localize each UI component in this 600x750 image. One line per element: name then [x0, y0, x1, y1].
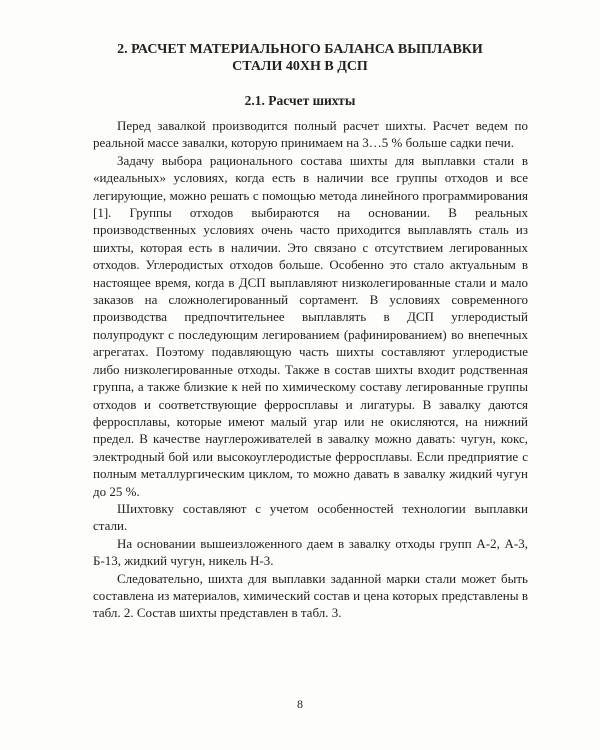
body-text: [93, 117, 528, 622]
chapter-heading: [100, 41, 500, 75]
paragraph-5: Следовательно, шихта для выплавки заданной марки стали может быть составлена из материалов, химический состав и цена которых представлены в табл. 2. Состав шихты представлен в табл. 3.: [93, 570, 528, 621]
chapter-heading-line-1: 2. РАСЧЕТ МАТЕРИАЛЬНОГО БАЛАНСА ВЫПЛАВКИ: [117, 42, 483, 57]
section-heading: 2.1. Расчет шихты: [244, 93, 356, 108]
paragraph-1: Перед завалкой производится полный расчет шихты. Расчет ведем по реальной массе завалки, которую принимаем на 3…5 % больше садки печи.: [93, 118, 528, 151]
paragraph-2: Задачу выбора рационального состава шихты для выплавки стали в «идеальных» условиях, когда есть в наличии все группы отходов и все легирующие, можно решать с помощью метода линейного программирования [1]. Группы отходов выбираются на основании. В реальных производственных условиях очень часто приходится выплавлять сталь из шихты, которая есть в наличии. Это связано с отсутствием легированных отходов. Углеродистых отходов больше. Особенно это стало актуальным в настоящее время, когда в ДСП выплавляют низколегированные стали и мало заказов на сложнолегированный сортамент. В условиях современного производства предпочтительнее выплавлять в ДСП углеродистый полупродукт с последующим легированием (рафинированием) во внепечных агрегатах. Поэтому подавляющую часть шихты составляют углеродистые либо низколегированные отходы. Также в состав шихты входит родственная группа, а также близкие к ней по химическому составу легированные группы отходов и соответствующие ферросплавы и лигатуры. В завалку даются ферросплавы, которые имеют малый угар или не окисляются, на нижний предел. В качестве науглероживателей в завалку можно давать: чугун, кокс, электродный бой или высокоуглеродистые ферросплавы. Если предприятие с полным металлургическим циклом, то можно давать в завалку жидкий чугун до 25 %.: [93, 152, 528, 499]
chapter-heading-line-2: СТАЛИ 40ХН В ДСП: [232, 59, 368, 74]
paragraph-4: На основании вышеизложенного даем в завалку отходы групп А-2, А-3, Б-13, жидкий чугун, никель Н-3.: [93, 535, 528, 569]
page-number: 8: [297, 697, 303, 711]
paragraph-3: Шихтовку составляют с учетом особенностей технологии выплавки стали.: [93, 500, 528, 534]
